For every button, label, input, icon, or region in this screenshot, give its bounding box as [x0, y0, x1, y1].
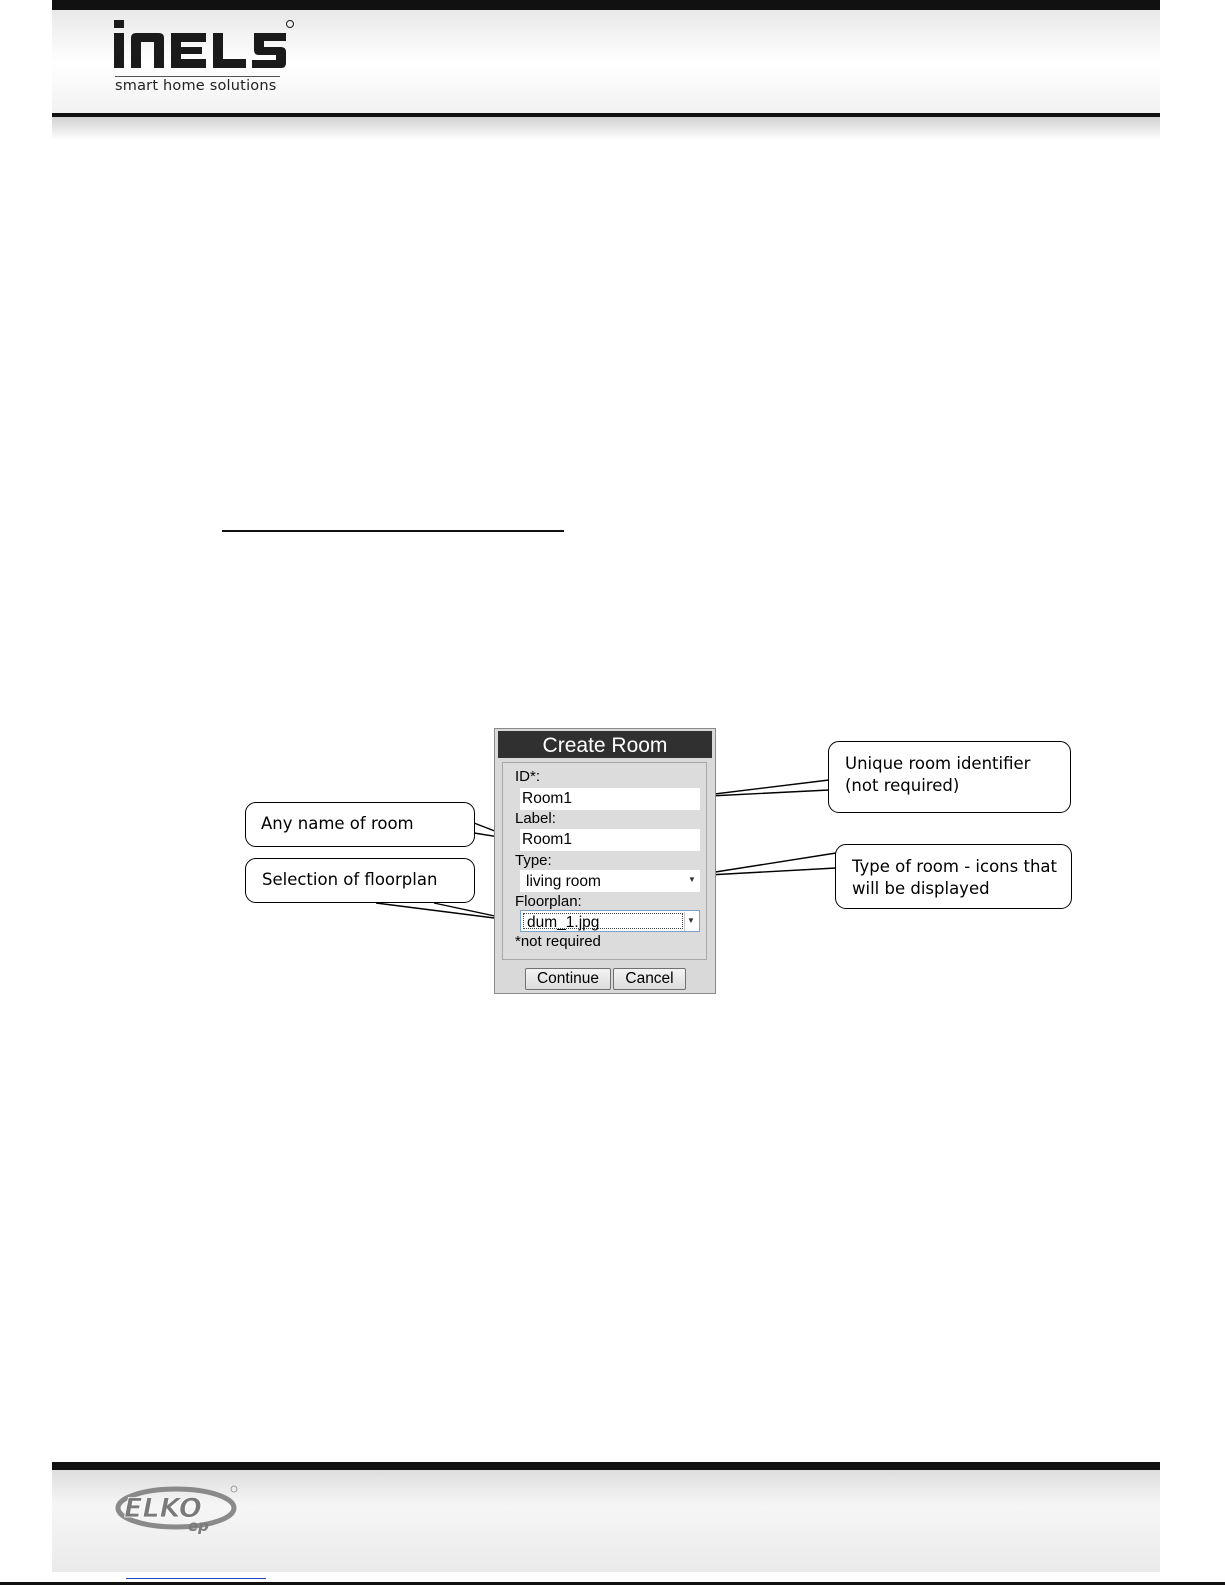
page-footer [52, 1462, 1160, 1572]
dialog-title: Create Room [498, 731, 712, 758]
id-input[interactable]: Room1 [520, 788, 700, 810]
label-label: Label: [515, 810, 556, 827]
callout-identifier [828, 741, 1071, 813]
type-label: Type: [515, 852, 552, 869]
callout-identifier-line2: (not required) [845, 776, 960, 795]
chevron-down-icon[interactable]: ▼ [687, 916, 695, 925]
floorplan-select[interactable] [520, 910, 700, 932]
chevron-down-icon: ▼ [688, 875, 696, 884]
elko-ep-logo [114, 1484, 244, 1540]
callout-floorplan-text: Selection of floorplan [262, 870, 438, 889]
type-select-value: living room [526, 873, 601, 890]
type-select[interactable] [520, 870, 700, 892]
callout-room-name-text: Any name of room [261, 814, 414, 833]
logo-tagline: smart home solutions [115, 78, 277, 94]
callout-type-line2: will be displayed [852, 879, 990, 898]
floorplan-select-value: dum_1.jpg [527, 914, 600, 931]
footer-link-underline[interactable] [126, 1578, 266, 1579]
required-note: *not required [515, 933, 601, 950]
label-input[interactable]: Room1 [520, 829, 700, 851]
svg-text:ep: ep [188, 1517, 209, 1535]
callout-type-line1: Type of room - icons that [852, 857, 1057, 876]
dialog-form-panel [502, 762, 707, 960]
svg-text:ELKO: ELKO [124, 1493, 202, 1524]
callout-identifier-line1: Unique room identifier [845, 754, 1031, 773]
callout-type [835, 844, 1072, 909]
callout-floorplan [245, 858, 475, 903]
continue-button[interactable]: Continue [525, 968, 611, 990]
footer-top-bar [52, 1462, 1160, 1470]
floorplan-label: Floorplan: [515, 893, 582, 910]
callout-room-name [245, 802, 475, 847]
cancel-button[interactable]: Cancel [613, 968, 686, 990]
create-room-dialog [494, 728, 716, 994]
id-label: ID*: [515, 768, 541, 785]
